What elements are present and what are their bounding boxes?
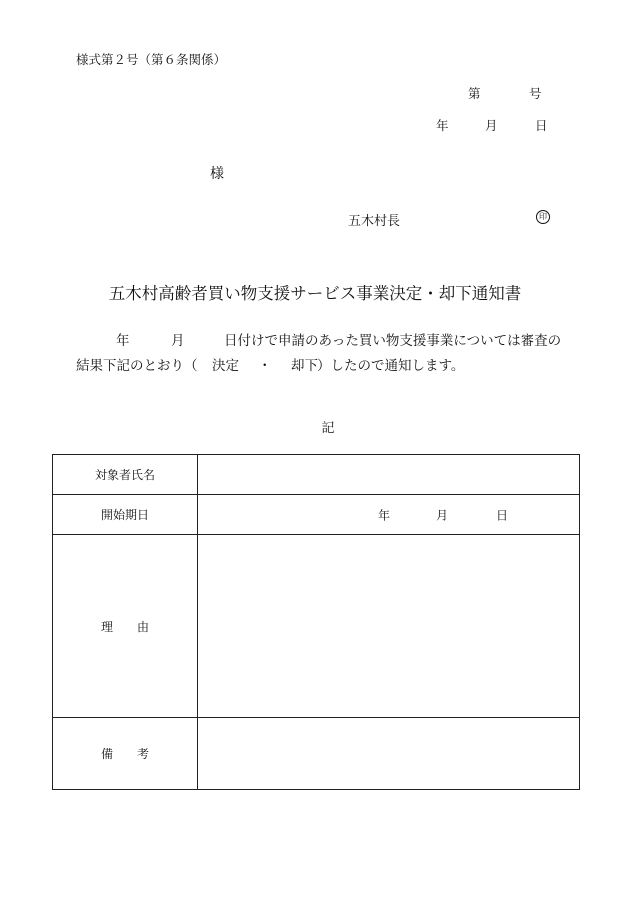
table-row bbox=[53, 535, 580, 718]
issue-year-label: 年 bbox=[436, 118, 449, 133]
ki-heading: 記 bbox=[321, 421, 335, 436]
table-row bbox=[53, 455, 580, 495]
start-year-label: 年 bbox=[378, 508, 391, 522]
start-month-label: 月 bbox=[436, 508, 449, 522]
reason-label: 理 由 bbox=[53, 535, 198, 718]
decision-option: 決定 bbox=[212, 358, 239, 374]
body-month-label: 月 bbox=[171, 333, 185, 349]
body-line2-end: ）したので通知します。 bbox=[317, 358, 465, 374]
doc-number-prefix: 第 bbox=[468, 86, 481, 101]
table-row bbox=[53, 718, 580, 790]
issuer-name: 五木村長 bbox=[348, 214, 401, 229]
body-year-label: 年 bbox=[116, 333, 130, 349]
remarks-value[interactable] bbox=[198, 718, 580, 790]
subject-name-label: 対象者氏名 bbox=[53, 455, 198, 495]
body-line1-text: 日付けで申請のあった買い物支援事業については審査の bbox=[224, 333, 562, 349]
doc-number-suffix: 号 bbox=[529, 86, 542, 101]
issue-month-label: 月 bbox=[485, 118, 498, 133]
issue-day-label: 日 bbox=[535, 118, 548, 133]
subject-name-value[interactable] bbox=[198, 455, 580, 495]
record-table bbox=[52, 454, 580, 790]
seal-mark: 印 bbox=[536, 210, 550, 224]
remarks-label: 備 考 bbox=[53, 718, 198, 790]
option-separator: ・ bbox=[258, 358, 272, 374]
body-line2-start: 結果下記のとおり（ bbox=[76, 358, 198, 374]
document-title: 五木村高齢者買い物支援サービス事業決定・却下通知書 bbox=[108, 284, 522, 303]
reason-value[interactable] bbox=[198, 535, 580, 718]
start-date-label: 開始期日 bbox=[53, 495, 198, 535]
form-number: 様式第２号（第６条関係） bbox=[76, 52, 227, 67]
addressee-suffix: 様 bbox=[210, 166, 224, 182]
rejection-option: 却下 bbox=[291, 358, 318, 374]
table-row bbox=[53, 495, 580, 535]
start-day-label: 日 bbox=[496, 508, 509, 522]
start-date-value[interactable] bbox=[198, 495, 580, 535]
